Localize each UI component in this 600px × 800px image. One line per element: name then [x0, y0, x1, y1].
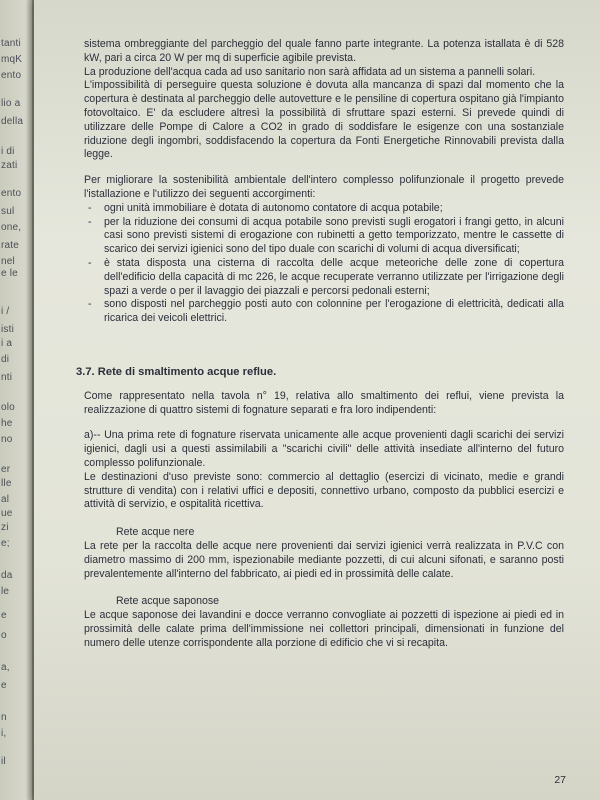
adjacent-page-text-fragment: e le — [1, 268, 18, 279]
adjacent-page-text-fragment: a, — [1, 662, 10, 673]
adjacent-page-text-fragment: tanti — [1, 38, 21, 49]
adjacent-page-text-fragment: sul — [1, 206, 15, 217]
sustainability-lead: Per migliorare la sostenibilità ambientale dell'intero complesso polifunzionale il progetto prevede l'istallazione e l'utilizzo dei seguenti accorgimenti: — [84, 174, 564, 200]
adjacent-page-text-fragment: nti — [1, 372, 13, 383]
adjacent-page-text-fragment: zi — [1, 522, 9, 533]
adjacent-page-text-fragment: ento — [1, 70, 22, 81]
list-item: - è stata disposta una cisterna di raccolta delle acque meteoriche delle zone di copertura dell'edificio della capacità di mc 226, le acque recuperate verranno utilizzate per l'irrigazione degli spazi a verde o per il lavaggio dei piazzali e percorsi pedonali esterni; — [104, 257, 564, 298]
adjacent-page-text-fragment: e — [1, 610, 7, 621]
section-destinations: Le destinazioni d'uso previste sono: commercio al dettaglio (esercizi di vicinato, medie e grandi strutture di vendita) con i relativi uffici e depositi, connettivo urbano, composto da pubblici esercizi e attività di servizio, e ospitalità ricettiva. — [84, 470, 564, 511]
adjacent-page-text-fragment: isti — [1, 324, 15, 335]
adjacent-page-text-fragment: i a — [1, 338, 13, 349]
adjacent-page-text-fragment: della — [1, 116, 24, 127]
adjacent-page-text-fragment: zati — [1, 160, 18, 171]
adjacent-page-text-fragment: he — [1, 418, 13, 429]
adjacent-page-text-fragment: one, — [1, 222, 22, 233]
section-title: 3.7. Rete di smaltimento acque reflue. — [76, 365, 277, 378]
adjacent-page-text-fragment: ento — [1, 188, 22, 199]
adjacent-page-text-fragment: i, — [1, 728, 7, 739]
adjacent-page-text-fragment: di — [1, 354, 10, 365]
adjacent-page-text-fragment: no — [1, 434, 13, 445]
sustainability-list — [84, 202, 564, 326]
adjacent-page-text-fragment: n — [1, 712, 7, 723]
list-item: - per la riduzione dei consumi di acqua potabile sono previsti sugli erogatori i frangi getto, in alcuni casi sono previsti sistemi di erogazione con rubinetti a getto temporizzato, mentre le cassette di scarico dei servizi igienici sono del tipo duale con scarichi di volumi di acqua diversificati; — [104, 216, 564, 257]
list-item: - sono disposti nel parcheggio posti auto con colonnine per l'erogazione di elettricità, dedicati alla ricarica dei veicoli elettrici. — [104, 298, 564, 326]
adjacent-page-text-fragment: mqK — [1, 54, 23, 65]
adjacent-page-text-fragment: olo — [1, 402, 15, 413]
adjacent-page-text-fragment: lio a — [1, 98, 21, 109]
adjacent-page-text-fragment: al — [1, 494, 10, 505]
intro-paragraph-3: L'impossibilità di perseguire questa soluzione è dovuta alla mancanza di spazi dal momento che la copertura è destinata al parcheggio delle autovetture e le pensiline di copertura ospitano già l'impianto fotovoltaico. E' da escludere altresì la possibilità di sfruttare spazi esterni. Si prevede quindi di utilizzare delle Pompe di Calore a CO2 in grado di soddisfare le esigenze con una sostanziale riduzione degli ingombri, soddisfacendo la copertura da Fonti Energetiche Rinnovabili prevista dalla legge. — [84, 79, 564, 161]
adjacent-page-text-fragment: e — [1, 680, 7, 691]
adjacent-page-text-fragment: lle — [1, 478, 12, 489]
soapy-water-heading: Rete acque saponose — [116, 595, 220, 608]
black-water-text: La rete per la raccolta delle acque nere provenienti dai servizi igienici verrà realizzata in P.V.C con diametro massimo di 200 mm, ispezionabile mediante pozzetti, di cui alcuni sifonati, e saranno posti prevalentemente all'interno del fabbricato, ai piedi ed in prossimità delle calate. — [84, 539, 564, 580]
black-water-heading: Rete acque nere — [116, 526, 195, 539]
intro-paragraph-2: La produzione dell'acqua cada ad uso sanitario non sarà affidata ad un sistema a pannelli solari. — [84, 65, 536, 78]
adjacent-page-text-fragment: nel — [1, 256, 15, 267]
adjacent-page-text-fragment: er — [1, 464, 11, 475]
list-item: - ogni unità immobiliare è dotata di autonomo contatore di acqua potabile; — [104, 202, 564, 216]
adjacent-page-text-fragment: o — [1, 630, 7, 641]
adjacent-page-edge — [0, 0, 32, 800]
page-content — [76, 38, 564, 650]
adjacent-page-text-fragment: le — [1, 586, 10, 597]
adjacent-page-text-fragment: i di — [1, 146, 15, 157]
adjacent-page-text-fragment: ue — [1, 508, 13, 519]
section-intro: Come rappresentato nella tavola n° 19, relativa allo smaltimento dei reflui, viene prevista la realizzazione di quattro sistemi di fognature separati e fra loro indipendenti: — [84, 389, 564, 416]
adjacent-page-text-fragment: rate — [1, 240, 20, 251]
document-page — [34, 0, 600, 800]
adjacent-page-text-fragment: il — [1, 756, 6, 767]
soapy-water-text: Le acque saponose dei lavandini e docce verranno convogliate ai pozzetti di ispezione ai piedi ed in prossimità delle calate prima dell'immissione nei collettori principali, dimensionati in funzione del numero delle utenze corrispondente alla porzione di edificio che vi si recapita. — [84, 609, 564, 649]
section-item-a: a)-- Una prima rete di fognature riservata unicamente alle acque provenienti dagli scarichi dei servizi igienici, dagli usi a questi assimilabili a "scarichi civili" delle attività insediate all'interno del futuro complesso polifunzionale. — [84, 429, 564, 469]
page-number: 27 — [554, 774, 566, 786]
adjacent-page-text-fragment: da — [1, 570, 13, 581]
adjacent-page-text-fragment: e; — [1, 538, 10, 549]
intro-paragraph-1: sistema ombreggiante del parcheggio del quale fanno parte integrante. La potenza istallata è di 528 kW, pari a circa 20 W per mq di superficie agibile prevista. — [84, 38, 564, 64]
adjacent-page-text-fragment: i / — [1, 306, 10, 317]
